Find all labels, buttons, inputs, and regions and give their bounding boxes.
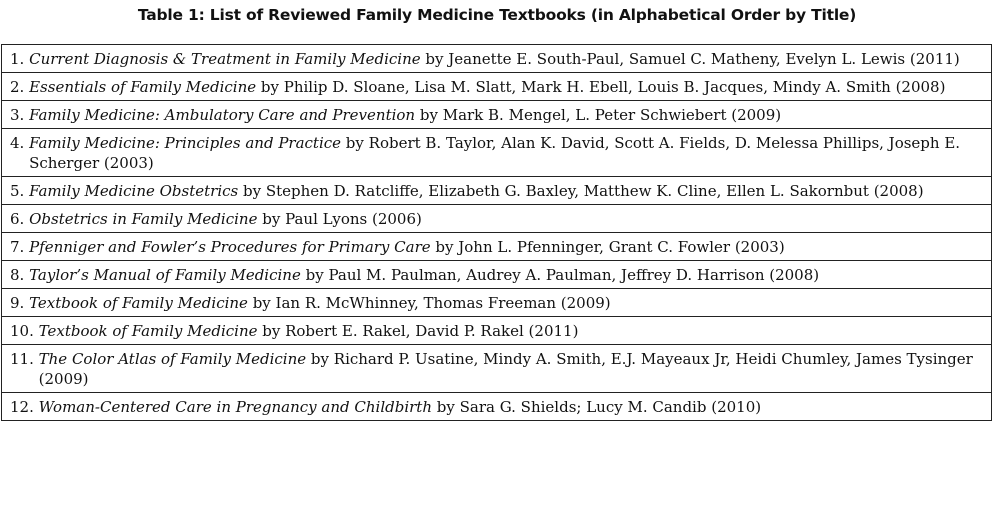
list-item — [10, 209, 983, 229]
textbook-table — [1, 44, 992, 421]
table-row — [2, 129, 992, 177]
table-cell — [2, 317, 992, 345]
book-title: Family Medicine: Principles and Practice — [29, 134, 342, 152]
book-title: Textbook of Family Medicine — [29, 294, 248, 312]
table-cell — [2, 73, 992, 101]
item-number: 3. — [10, 106, 25, 124]
item-number: 12. — [10, 398, 34, 416]
table-cell — [2, 177, 992, 205]
table-cell — [2, 129, 992, 177]
book-authors: by Jeanette E. South-Paul, Samuel C. Matheny, Evelyn L. Lewis (2011) — [420, 50, 960, 68]
list-item — [10, 181, 983, 201]
book-title: Family Medicine: Ambulatory Care and Prevention — [29, 106, 416, 124]
table-cell — [2, 205, 992, 233]
book-title: Woman-Centered Care in Pregnancy and Childbirth — [38, 398, 432, 416]
table-row — [2, 101, 992, 129]
table-row — [2, 393, 992, 421]
list-item — [10, 293, 983, 313]
book-title: Essentials of Family Medicine — [29, 78, 257, 96]
table-row — [2, 261, 992, 289]
item-number: 10. — [10, 322, 34, 340]
book-title: Current Diagnosis & Treatment in Family Medicine — [29, 50, 421, 68]
list-item — [10, 321, 983, 341]
book-authors: by Paul M. Paulman, Audrey A. Paulman, Jeffrey D. Harrison (2008) — [300, 266, 820, 284]
table-cell — [2, 261, 992, 289]
list-item — [10, 397, 983, 417]
list-item — [10, 77, 983, 97]
table-row — [2, 233, 992, 261]
item-number: 1. — [10, 50, 25, 68]
table-cell — [2, 393, 992, 421]
book-authors: by Sara G. Shields; Lucy M. Candib (2010) — [431, 398, 762, 416]
book-title: Pfenniger and Fowler’s Procedures for Primary Care — [29, 238, 431, 256]
book-title: The Color Atlas of Family Medicine — [38, 350, 307, 368]
table-row — [2, 317, 992, 345]
list-item — [10, 133, 983, 173]
item-number: 4. — [10, 134, 25, 152]
table-cell — [2, 101, 992, 129]
table-row — [2, 73, 992, 101]
book-title: Family Medicine Obstetrics — [29, 182, 239, 200]
table-cell — [2, 345, 992, 393]
book-authors: by Ian R. McWhinney, Thomas Freeman (2009) — [247, 294, 611, 312]
book-authors: by Stephen D. Ratcliffe, Elizabeth G. Baxley, Matthew K. Cline, Ellen L. Sakornbut (2008) — [238, 182, 924, 200]
list-item — [10, 105, 983, 125]
book-authors: by Robert B. Taylor, Alan K. David, Scott A. Fields, D. Melessa Phillips, Joseph E. Scherger (2003) — [29, 134, 961, 172]
table-row — [2, 177, 992, 205]
table-caption: Table 1: List of Reviewed Family Medicine Textbooks (in Alphabetical Order by Title) — [137, 6, 857, 24]
list-item — [10, 237, 983, 257]
book-authors: by Robert E. Rakel, David P. Rakel (2011) — [257, 322, 579, 340]
book-authors: by Richard P. Usatine, Mindy A. Smith, E.J. Mayeaux Jr, Heidi Chumley, James Tysinger (2009) — [38, 350, 973, 388]
item-number: 9. — [10, 294, 25, 312]
table-cell — [2, 45, 992, 73]
table-row — [2, 45, 992, 73]
item-number: 6. — [10, 210, 25, 228]
list-item — [10, 49, 983, 69]
book-authors: by Philip D. Sloane, Lisa M. Slatt, Mark H. Ebell, Louis B. Jacques, Mindy A. Smith (2008) — [256, 78, 946, 96]
book-title: Textbook of Family Medicine — [38, 322, 258, 340]
item-number: 7. — [10, 238, 25, 256]
table-cell — [2, 289, 992, 317]
table-row — [2, 289, 992, 317]
book-authors: by John L. Pfenninger, Grant C. Fowler (2003) — [430, 238, 785, 256]
item-number: 11. — [10, 350, 34, 368]
table-row — [2, 205, 992, 233]
table-row — [2, 345, 992, 393]
table-cell — [2, 233, 992, 261]
item-number: 2. — [10, 78, 25, 96]
book-title: Obstetrics in Family Medicine — [29, 210, 258, 228]
book-authors: by Mark B. Mengel, L. Peter Schwiebert (2009) — [415, 106, 782, 124]
item-number: 8. — [10, 266, 25, 284]
list-item — [10, 349, 983, 389]
book-authors: by Paul Lyons (2006) — [257, 210, 422, 228]
item-number: 5. — [10, 182, 25, 200]
book-title: Taylor’s Manual of Family Medicine — [29, 266, 301, 284]
list-item — [10, 265, 983, 285]
